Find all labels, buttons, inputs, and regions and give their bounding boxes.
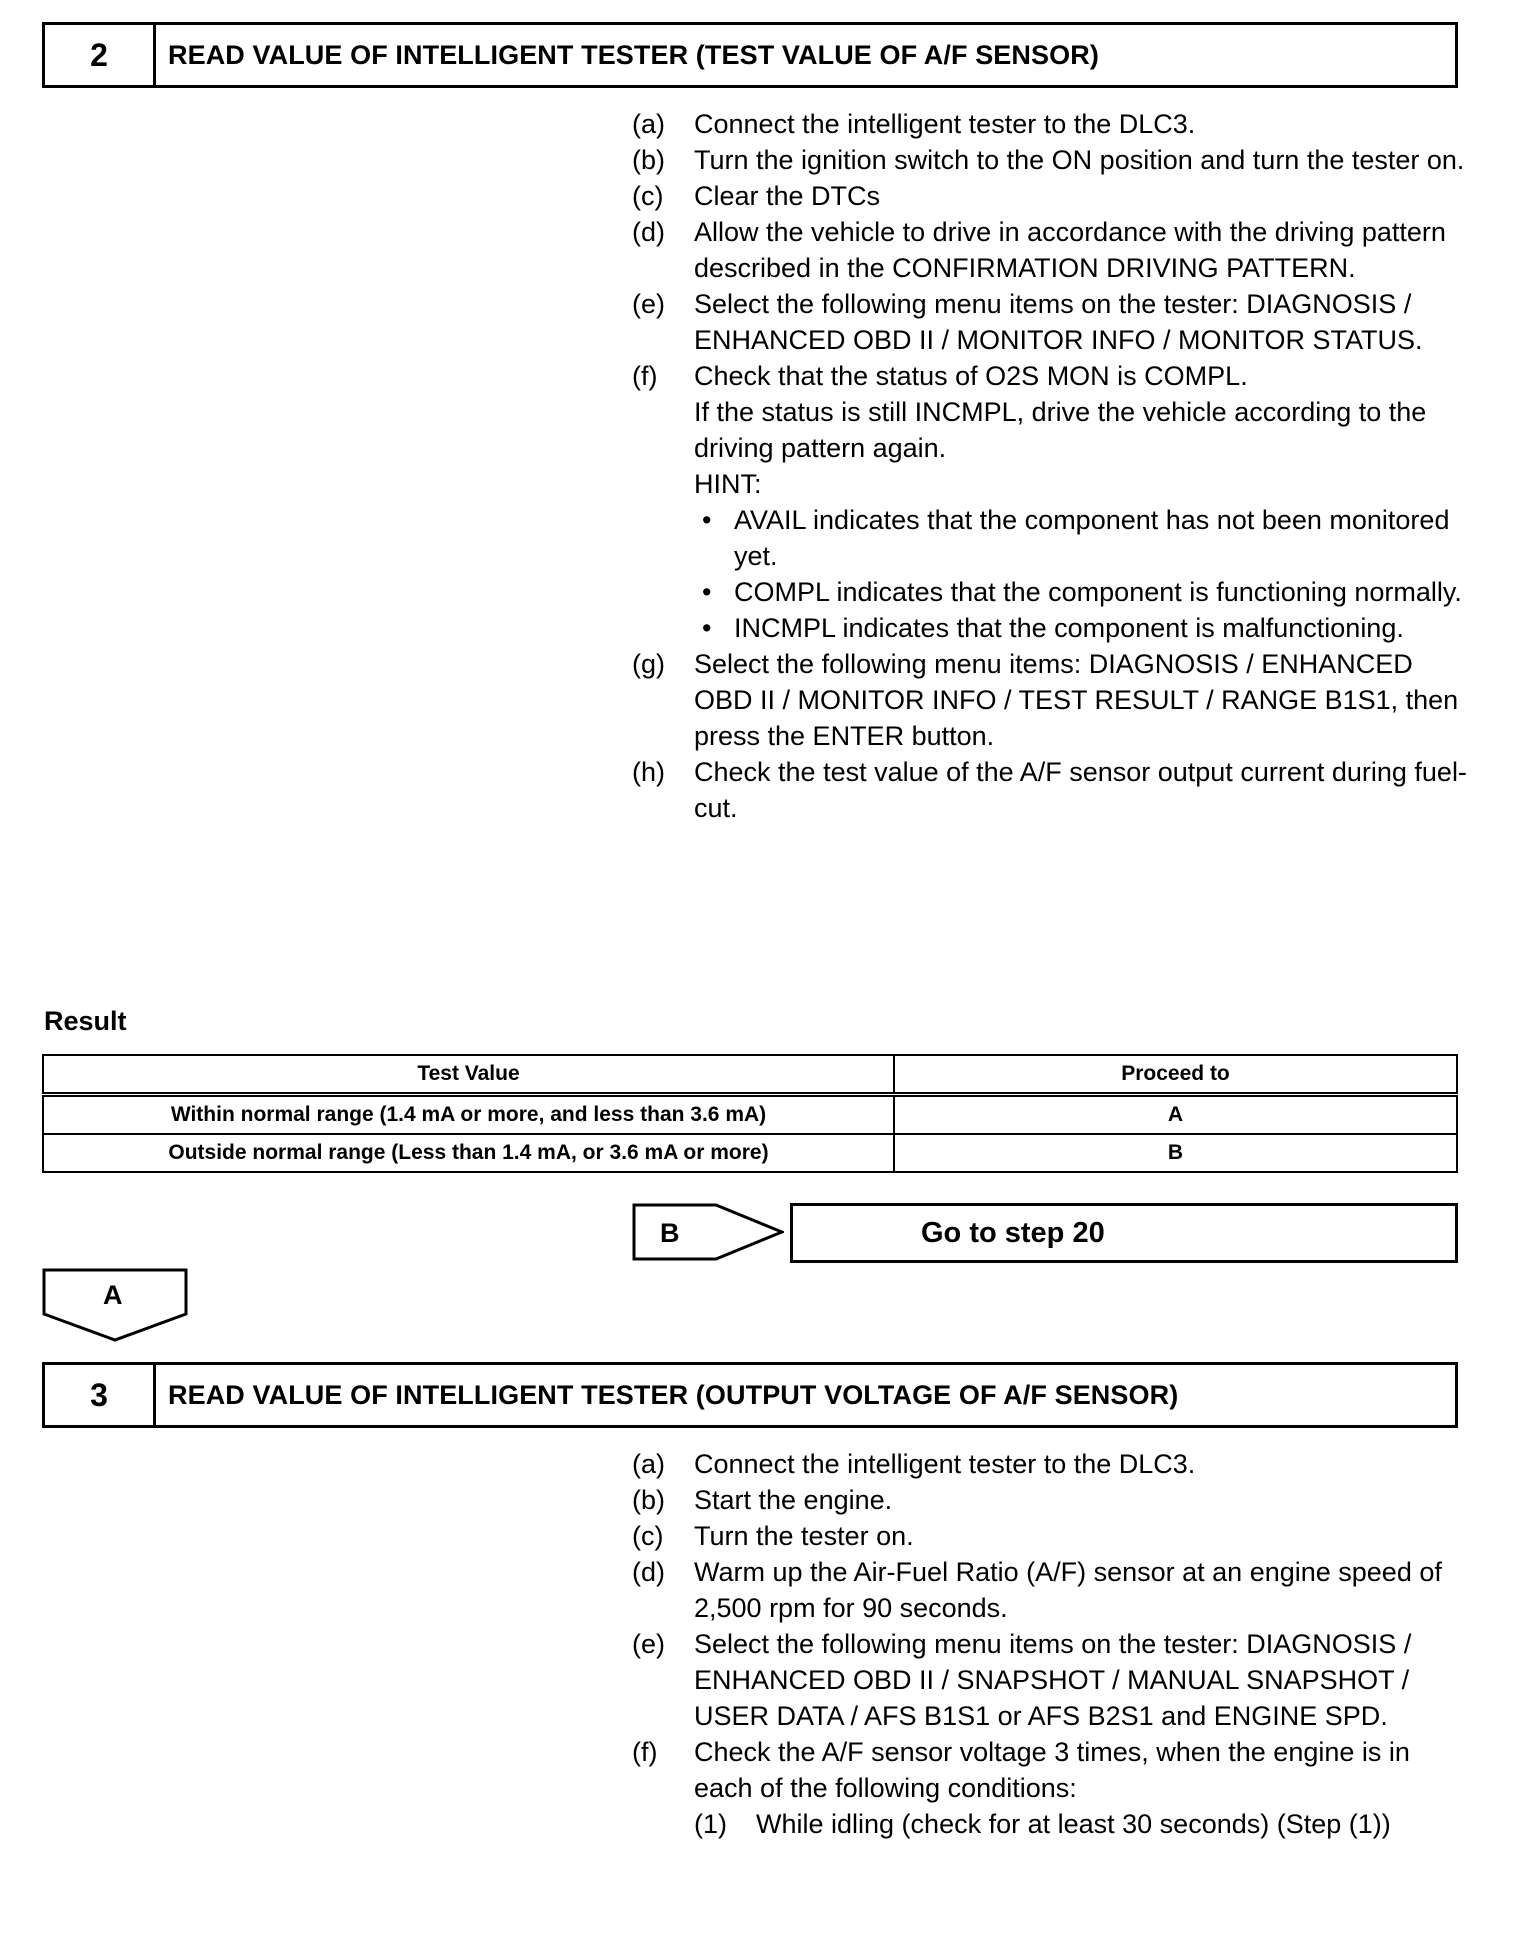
item-text: Connect the intelligent tester to the DLC3. — [694, 109, 1196, 139]
item-text: Select the following menu items: DIAGNOSIS / ENHANCED OBD II / MONITOR INFO / TEST RESULT / RANGE B1S1, then press the ENTER button. — [694, 649, 1459, 751]
bullet-text: AVAIL indicates that the component has not been monitored yet. — [734, 505, 1450, 571]
step-3-item-e — [632, 1626, 1472, 1734]
step-2-item-d — [632, 214, 1472, 286]
item-text: Check the test value of the A/F sensor output current during fuel-cut. — [694, 757, 1467, 823]
hint-bullet — [694, 610, 1472, 646]
table-cell: A — [894, 1095, 1457, 1135]
item-label: (f) — [632, 1737, 658, 1767]
item-label: (h) — [632, 757, 665, 787]
step-2-instructions — [632, 106, 1472, 826]
step-2-number: 2 — [45, 25, 156, 85]
step-3-item-d — [632, 1554, 1472, 1626]
hint-label: HINT: — [694, 469, 762, 499]
branch-a-arrow — [42, 1268, 188, 1342]
item-label: (g) — [632, 649, 665, 679]
item-text: Warm up the Air-Fuel Ratio (A/F) sensor at an engine speed of 2,500 rpm for 90 seconds. — [694, 1557, 1442, 1623]
step-3-header — [42, 1362, 1458, 1428]
column-header-proceed-to: Proceed to — [894, 1055, 1457, 1095]
item-text: Check the A/F sensor voltage 3 times, when the engine is in each of the following conditions: — [694, 1737, 1410, 1803]
step-2-item-g — [632, 646, 1472, 754]
goto-step-box — [790, 1203, 1458, 1263]
result-table — [42, 1054, 1458, 1173]
goto-step-text: Go to step 20 — [921, 1216, 1105, 1249]
result-label: Result — [44, 1006, 127, 1036]
item-text-group — [694, 1734, 1472, 1842]
step-3-instructions — [632, 1446, 1472, 1842]
item-label: (d) — [632, 1557, 665, 1587]
table-row — [43, 1095, 1457, 1135]
step-2-item-b — [632, 142, 1472, 178]
table-cell: Within normal range (1.4 mA or more, and less than 3.6 mA) — [43, 1095, 894, 1135]
item-label: (b) — [632, 1485, 665, 1515]
item-text: Clear the DTCs — [694, 181, 881, 211]
branch-b-arrow — [632, 1203, 784, 1261]
item-text: Turn the ignition switch to the ON position and turn the tester on. — [694, 145, 1465, 175]
item-text: Connect the intelligent tester to the DLC3. — [694, 1449, 1196, 1479]
item-label: (a) — [632, 1449, 665, 1479]
item-label: (e) — [632, 1629, 665, 1659]
bullet-icon: • — [702, 505, 712, 535]
item-text-group — [694, 358, 1472, 646]
step-3-title: READ VALUE OF INTELLIGENT TESTER (OUTPUT VOLTAGE OF A/F SENSOR) — [168, 1379, 1179, 1410]
step-2-header — [42, 22, 1458, 88]
step-3-item-f — [632, 1734, 1472, 1842]
item-text: Select the following menu items on the tester: DIAGNOSIS / ENHANCED OBD II / SNAPSHOT / MANUAL SNAPSHOT / USER DATA / AFS B1S1 or AFS B2S1 and ENGINE SPD. — [694, 1629, 1412, 1731]
hint-bullet — [694, 574, 1472, 610]
step-3-number: 3 — [45, 1365, 156, 1425]
item-label: (c) — [632, 181, 664, 211]
item-text: Check that the status of O2S MON is COMPL. — [694, 361, 1248, 391]
step-2-item-a — [632, 106, 1472, 142]
item-text-continued: If the status is still INCMPL, drive the vehicle according to the driving pattern again. — [694, 397, 1427, 463]
table-row — [43, 1134, 1457, 1172]
bullet-text: INCMPL indicates that the component is malfunctioning. — [734, 613, 1404, 643]
column-header-test-value: Test Value — [43, 1055, 894, 1095]
item-label: (b) — [632, 145, 665, 175]
bullet-icon: • — [702, 613, 712, 643]
step-2-title: READ VALUE OF INTELLIGENT TESTER (TEST VALUE OF A/F SENSOR) — [168, 39, 1099, 70]
step-3-item-c — [632, 1518, 1472, 1554]
step-2-item-f — [632, 358, 1472, 646]
step-3-item-b — [632, 1482, 1472, 1518]
item-label: (e) — [632, 289, 665, 319]
step-2-item-h — [632, 754, 1472, 826]
bullet-icon: • — [702, 577, 712, 607]
item-text: Start the engine. — [694, 1485, 893, 1515]
sub-item-text: While idling (check for at least 30 seconds) (Step (1)) — [756, 1809, 1391, 1839]
item-label: (f) — [632, 361, 658, 391]
branch-b-label: B — [660, 1218, 680, 1248]
sub-item-label: (1) — [694, 1809, 727, 1839]
item-label: (a) — [632, 109, 665, 139]
bullet-text: COMPL indicates that the component is functioning normally. — [734, 577, 1462, 607]
item-label: (d) — [632, 217, 665, 247]
item-text: Turn the tester on. — [694, 1521, 914, 1551]
table-header-row — [43, 1055, 1457, 1095]
sub-item-1 — [694, 1806, 1472, 1842]
item-label: (c) — [632, 1521, 664, 1551]
hint-bullet — [694, 502, 1472, 574]
step-2-item-c — [632, 178, 1472, 214]
branch-a-label: A — [103, 1280, 123, 1310]
step-2-item-e — [632, 286, 1472, 358]
item-text: Select the following menu items on the tester: DIAGNOSIS / ENHANCED OBD II / MONITOR INFO / MONITOR STATUS. — [694, 289, 1423, 355]
table-cell: B — [894, 1134, 1457, 1172]
step-3-item-a — [632, 1446, 1472, 1482]
table-cell: Outside normal range (Less than 1.4 mA, or 3.6 mA or more) — [43, 1134, 894, 1172]
item-text: Allow the vehicle to drive in accordance with the driving pattern described in the CONFIRMATION DRIVING PATTERN. — [694, 217, 1446, 283]
